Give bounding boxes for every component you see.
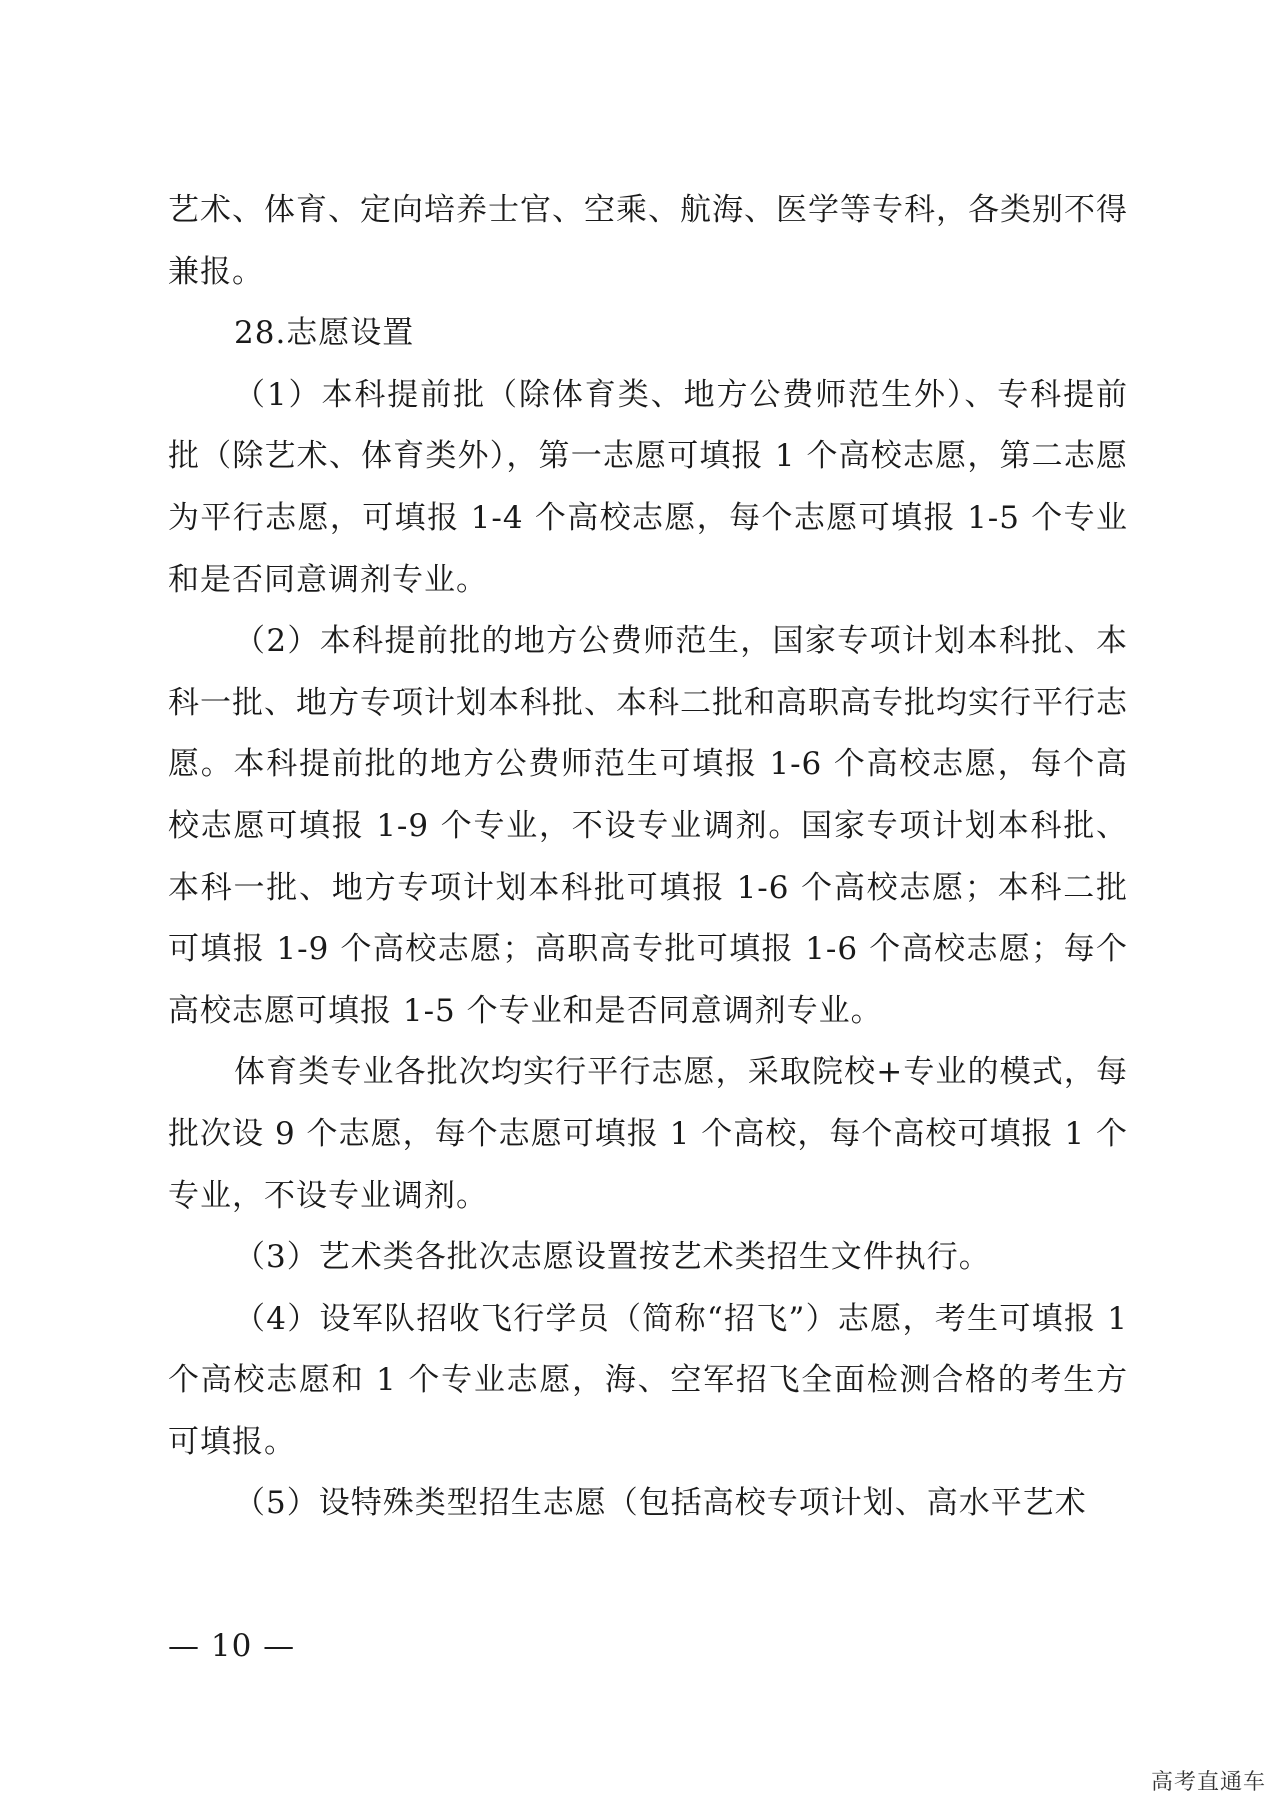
document-body bbox=[168, 180, 1128, 1535]
paragraph-sports: 体育类专业各批次均实行平行志愿，采取院校+专业的模式，每批次设 9 个志愿，每个志愿可填报 1 个高校，每个高校可填报 1 个专业，不设专业调剂。 bbox=[168, 1054, 1128, 1214]
paragraph-item-4: （4）设军队招收飞行学员（简称“招飞”）志愿，考生可填报 1 个高校志愿和 1 个专业志愿，海、空军招飞全面检测合格的考生方可填报。 bbox=[168, 1300, 1128, 1460]
watermark: 高考直通车 bbox=[1150, 1770, 1266, 1795]
paragraph-item-3: （3）艺术类各批次志愿设置按艺术类招生文件执行。 bbox=[234, 1239, 991, 1276]
paragraph-item-2: （2）本科提前批的地方公费师范生，国家专项计划本科批、本科一批、地方专项计划本科批、本科二批和高职高专批均实行平行志愿。本科提前批的地方公费师范生可填报 1-6 个高校志愿，每个高校志愿可填报 1-9 个专业，不设专业调剂。国家专项计划本科批、本科一批、地方专项计划本科批可填报 1-6 个高校志愿；本科二批可填报 1-9 个高校志愿；高职高专批可填报 1-6 个高校志愿；每个高校志愿可填报 1-5 个专业和是否同意调剂专业。 bbox=[168, 623, 1128, 1029]
section-heading: 28.志愿设置 bbox=[234, 315, 415, 352]
paragraph-item-1: （1）本科提前批（除体育类、地方公费师范生外）、专科提前批（除艺术、体育类外），第一志愿可填报 1 个高校志愿，第二志愿为平行志愿，可填报 1-4 个高校志愿，每个志愿可填报 1-5 个专业和是否同意调剂专业。 bbox=[168, 376, 1128, 598]
page-number: — 10 — bbox=[168, 1628, 296, 1664]
paragraph-item-5: （5）设特殊类型招生志愿（包括高校专项计划、高水平艺术 bbox=[234, 1485, 1087, 1522]
paragraph-continuation: 艺术、体育、定向培养士官、空乘、航海、医学等专科，各类别不得兼报。 bbox=[168, 192, 1128, 290]
